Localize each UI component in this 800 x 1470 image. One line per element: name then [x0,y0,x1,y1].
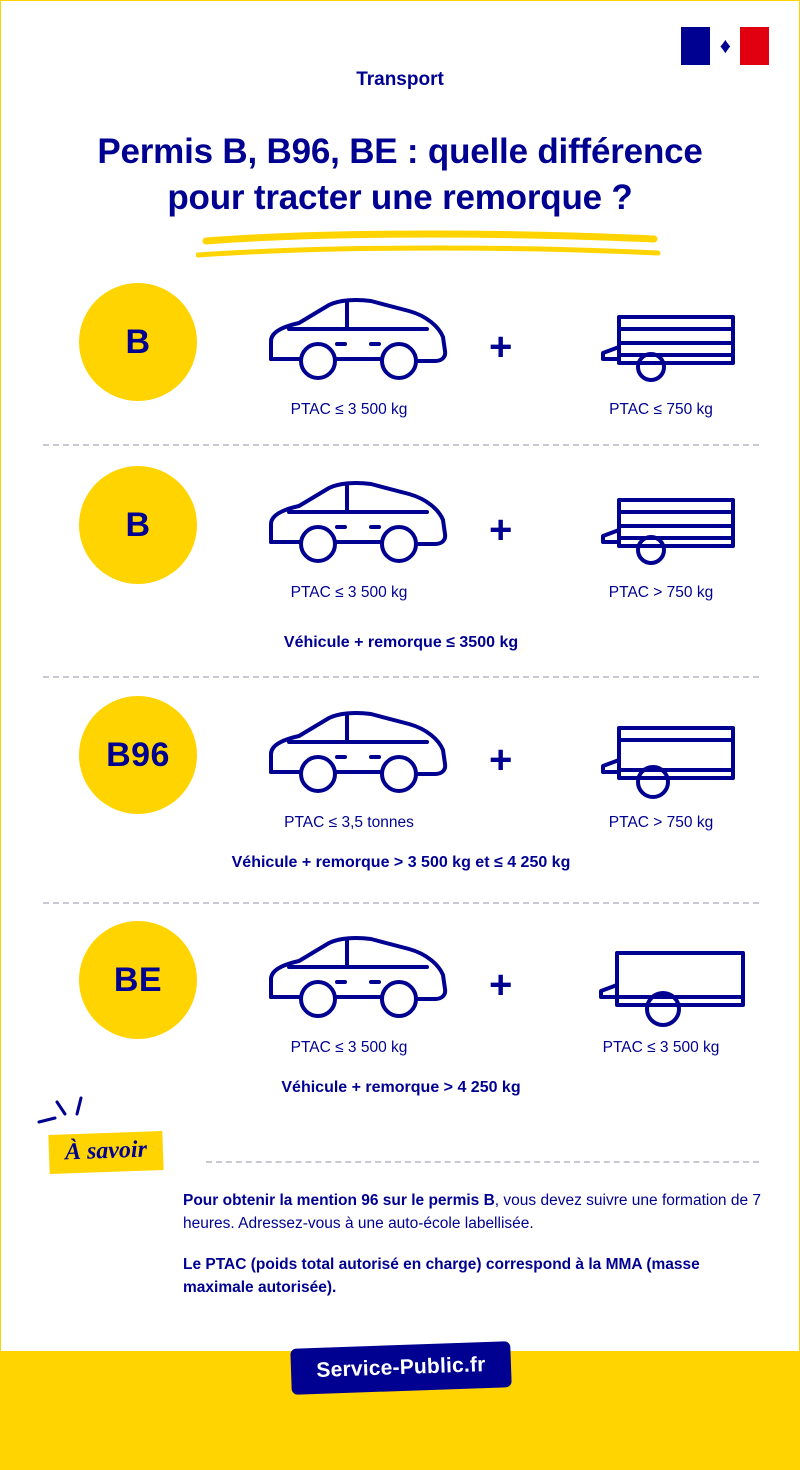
combined-weight-label: Véhicule + remorque > 4 250 kg [281,1079,521,1096]
page-title-line-2: pour tracter une remorque ? [167,178,633,218]
note-paragraph-1-bold: Pour obtenir la mention 96 sur le permis B [183,1192,495,1209]
plus-sign: + [489,963,513,1007]
car-icon [259,702,454,812]
car-caption: PTAC ≤ 3 500 kg [290,584,408,601]
row-permis-b-heavy [1,466,800,651]
badge-permis: B96 [79,696,197,814]
flag-band-red [740,27,769,65]
car-icon [259,289,454,399]
note-paragraph-1 [183,1189,763,1236]
trailer-caption: PTAC ≤ 750 kg [609,401,713,418]
page-title [1,129,799,221]
trailer-caption: PTAC > 750 kg [608,814,714,831]
trailer-caption: PTAC ≤ 3 500 kg [602,1039,720,1056]
car-caption: PTAC ≤ 3,5 tonnes [284,814,414,831]
combined-weight-label: Véhicule + remorque ≤ 3500 kg [283,634,519,651]
trailer-icon [593,301,743,391]
trailer-icon [593,714,743,804]
trailer-icon [593,939,753,1035]
car-caption: PTAC ≤ 3 500 kg [290,1039,408,1056]
flag-band-white [710,27,739,65]
page-title-line-1: Permis B, B96, BE : quelle différence [97,132,703,171]
note-paragraph-1-rest: , vous devez suivre une formation de 7 heures. Adressez-vous à une auto-école labellisée. [183,1192,762,1233]
row-permis-b-light [1,283,800,423]
row-divider [43,902,759,904]
badge-permis: B [79,283,197,401]
row-divider [43,444,759,446]
car-icon [259,927,454,1037]
note-divider [206,1161,759,1163]
flag-band-blue [681,27,710,65]
badge-permis: BE [79,921,197,1039]
plus-sign: + [489,325,513,369]
note-paragraph-2: Le PTAC (poids total autorisé en charge) correspond à la MMA (masse maximale autorisée). [183,1256,700,1297]
row-permis-b96 [1,696,800,871]
service-public-logo[interactable]: Service-Public.fr [290,1341,511,1395]
car-caption: PTAC ≤ 3 500 kg [290,401,408,418]
french-flag-logo [681,27,769,65]
combined-weight-label: Véhicule + remorque > 3 500 kg et ≤ 4 250 kg [231,854,571,871]
car-icon [259,472,454,582]
kicker-label: Transport [356,69,444,90]
a-savoir-badge: À savoir [48,1131,163,1174]
row-permis-be [1,921,800,1096]
plus-sign: + [489,508,513,552]
trailer-caption: PTAC > 750 kg [608,584,714,601]
badge-permis: B [79,466,197,584]
marianne-icon: ♦ [719,33,731,58]
title-underline-decoration [196,229,666,263]
row-divider [43,676,759,678]
trailer-icon [593,484,743,574]
plus-sign: + [489,738,513,782]
